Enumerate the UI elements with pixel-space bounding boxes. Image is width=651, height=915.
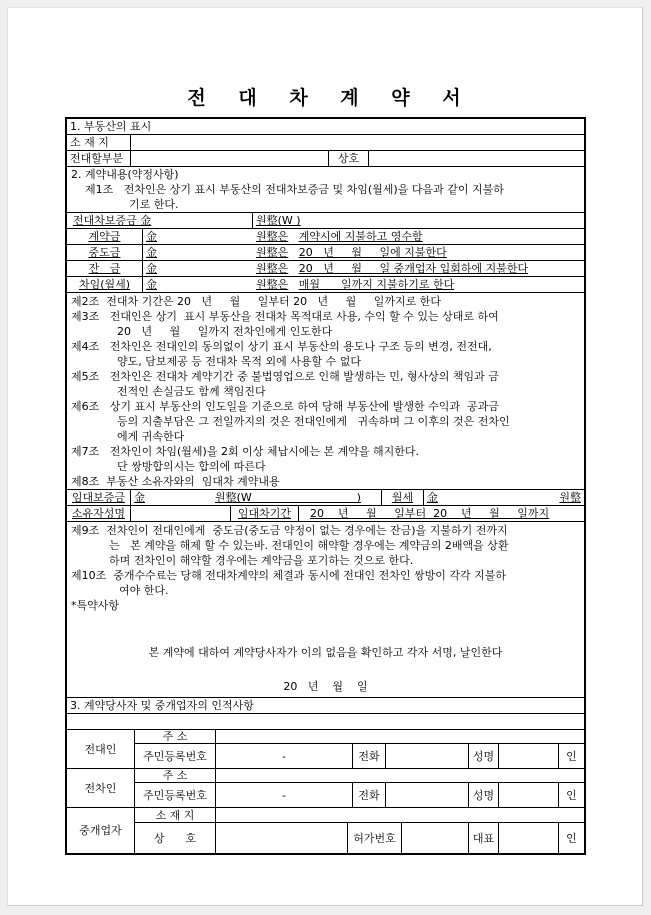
article4-line2: 양도, 담보제공 등 전대차 목적 외에 사용할 수 없다 xyxy=(117,355,361,368)
owner-name-field[interactable] xyxy=(131,506,231,521)
article2-line: 제2조 전대차 기간은 20 년 월 일부터 20 년 월 일까지로 한다 xyxy=(71,295,442,308)
deposit-label: 전대차보증금 金 xyxy=(67,213,253,228)
agent-location-field[interactable] xyxy=(216,808,584,822)
party-name: 중개업자 xyxy=(67,808,135,853)
contract-date: 20 년 월 일 xyxy=(283,680,368,693)
deposit-row xyxy=(67,213,584,229)
payment-amount[interactable]: 金 xyxy=(146,262,157,275)
section3-header-row xyxy=(67,698,584,714)
article4-line1: 제4조 전차인은 전대인의 동의없이 상기 표시 부동산의 용도나 구조 등의 변경, 전전대, xyxy=(71,340,492,353)
payment-amount[interactable]: 金 xyxy=(146,230,157,243)
name-field[interactable] xyxy=(499,783,559,807)
sublease-part-label: 전대할부분 xyxy=(67,151,131,166)
monthly-rent-field[interactable]: 金 원整 xyxy=(427,491,581,504)
article1-line2: 기로 한다. xyxy=(129,198,179,211)
trade-name-field[interactable] xyxy=(369,151,584,166)
article7-line2: 단 쌍방합의시는 합의에 따른다 xyxy=(117,460,266,473)
lease-deposit-row xyxy=(67,490,584,506)
payment-text: 원整은 20 년 월 일 중개업자 입회하에 지불한다 xyxy=(256,262,529,275)
lease-deposit-label: 임대보증금 xyxy=(67,490,131,505)
address-label: 주 소 xyxy=(135,730,216,743)
address-label: 주 소 xyxy=(135,769,216,782)
payment-amount[interactable]: 金 xyxy=(146,278,157,291)
party-sublessor xyxy=(67,730,584,769)
payment-label: 잔 금 xyxy=(67,261,143,276)
article7-line1: 제7조 전차인이 차임(월세)을 2회 이상 체납시에는 본 계약을 해지한다. xyxy=(71,445,419,458)
payment-text: 원整은 20 년 월 일에 지불한다 xyxy=(256,246,447,259)
payment-label: 계약금 xyxy=(67,229,143,244)
payment-text: 원整은 계약시에 지불하고 영수함 xyxy=(256,230,423,243)
section1-header-row xyxy=(67,119,584,135)
representative-label: 대표 xyxy=(469,823,499,853)
agent-trade-field[interactable] xyxy=(216,823,348,853)
rrn-field[interactable]: - xyxy=(216,783,353,807)
seal-label: 인 xyxy=(566,749,577,763)
license-label: 허가번호 xyxy=(348,823,402,853)
address-field[interactable] xyxy=(216,769,584,782)
payment-label: 중도금 xyxy=(67,245,143,260)
name-label: 성명 xyxy=(469,783,499,807)
payment-row-contract xyxy=(67,229,584,245)
phone-field[interactable] xyxy=(386,783,469,807)
contract-form xyxy=(65,117,586,855)
representative-field[interactable] xyxy=(499,823,559,853)
location-field[interactable] xyxy=(131,135,584,150)
deposit-won[interactable]: 원整(W ) xyxy=(256,214,301,227)
special-terms-label: *특약사항 xyxy=(71,599,120,612)
sublease-part-row xyxy=(67,151,584,167)
section1-header: 1. 부동산의 표시 xyxy=(70,120,152,133)
owner-name-label: 소유자성명 xyxy=(67,506,131,521)
article9-line2: 는 본 계약을 해제 할 수 있는바. 전대인이 해약할 경우에는 계약금의 2배액을 상환 xyxy=(109,539,509,552)
lease-owner-row xyxy=(67,506,584,522)
name-field[interactable] xyxy=(499,744,559,768)
section3-spacer-row xyxy=(67,714,584,730)
lease-period-label: 임대차기간 xyxy=(231,506,299,521)
trade-name-label: 상호 xyxy=(329,151,369,166)
lease-deposit-field[interactable]: 金 원整(W ) xyxy=(131,490,382,505)
section2-header: 2. 계약내용(약정사항) xyxy=(71,168,179,181)
phone-field[interactable] xyxy=(386,744,469,768)
agent-trade-label: 상 호 xyxy=(135,823,216,853)
rrn-field[interactable]: - xyxy=(216,744,353,768)
section2-block xyxy=(67,167,584,213)
payment-label: 차임(월세) xyxy=(67,277,143,292)
party-name: 전대인 xyxy=(67,730,135,768)
article10-line2: 여야 한다. xyxy=(119,584,169,597)
monthly-rent-label: 월세 xyxy=(382,490,424,505)
articles-block xyxy=(67,293,584,490)
lease-period-field[interactable]: 20 년 월 일부터 20 년 월 일까지 xyxy=(310,507,550,520)
party-sublessee xyxy=(67,769,584,808)
location-label: 소 재 지 xyxy=(67,135,131,150)
article5-line2: 전적인 손실금도 함께 책임진다 xyxy=(117,385,266,398)
article5-line1: 제5조 전차인은 전대차 계약기간 중 불법영업으로 인해 발생하는 민, 형사상의 책임과 금 xyxy=(71,370,499,383)
payment-amount[interactable]: 金 xyxy=(146,246,157,259)
terms-block xyxy=(67,522,584,698)
party-name: 전차인 xyxy=(67,769,135,807)
name-label: 성명 xyxy=(469,744,499,768)
article6-line1: 제6조 상기 표시 부동산의 인도일을 기준으로 하여 당해 부동산에 발생한 수익과 공과금 xyxy=(71,400,499,413)
payment-row-rent xyxy=(67,277,584,293)
article9-line1: 제9조 전차인이 전대인에게 중도금(중도금 약정이 없는 경우에는 잔금)을 지불하기 전까지 xyxy=(71,524,508,537)
seal-label: 인 xyxy=(566,788,577,802)
rrn-label: 주민등록번호 xyxy=(135,744,216,768)
agent-location-label: 소 재 지 xyxy=(135,808,216,822)
payment-text: 원整은 매월 일까지 지불하기로 한다 xyxy=(256,278,455,291)
article3-line2: 20 년 월 일까지 전차인에게 인도한다 xyxy=(117,325,333,338)
payment-row-interim xyxy=(67,245,584,261)
license-field[interactable] xyxy=(402,823,469,853)
article9-line3: 하며 전차인이 해약할 경우에는 계약금을 포기하는 것으로 한다. xyxy=(109,554,414,567)
party-agent xyxy=(67,808,584,853)
article6-line2: 등의 지출부담은 그 전일까지의 것은 전대인에게 귀속하며 그 이후의 것은 전차인 xyxy=(117,415,510,428)
section3-header: 3. 계약당사자 및 중개업자의 인적사항 xyxy=(70,699,254,712)
sublease-part-field[interactable] xyxy=(131,151,329,166)
seal-label: 인 xyxy=(566,831,577,845)
location-row xyxy=(67,135,584,151)
payment-row-balance xyxy=(67,261,584,277)
phone-label: 전화 xyxy=(353,744,386,768)
confirmation-text: 본 계약에 대하여 계약당사자가 이의 없음을 확인하고 각자 서명, 날인한다 xyxy=(148,646,503,659)
rrn-label: 주민등록번호 xyxy=(135,783,216,807)
document-title: 전 대 차 계 약 서 xyxy=(187,87,474,109)
article10-line1: 제10조 중개수수료는 당해 전대차계약의 체결과 동시에 전대인 전차인 쌍방이 각각 지불하 xyxy=(71,569,506,582)
address-field[interactable] xyxy=(216,730,584,743)
article8-line: 제8조 부동산 소유자와의 임대차 계약내용 xyxy=(71,475,280,488)
article3-line1: 제3조 전대인은 상기 표시 부동산을 전대차 목적대로 사용, 수익 할 수 있는 상태로 하여 xyxy=(71,310,499,323)
article6-line3: 에게 귀속한다 xyxy=(117,430,185,443)
article1-line1: 제1조 전차인은 상기 표시 부동산의 전대차보증금 및 차임(월세)을 다음과 같이 지불하 xyxy=(85,183,504,196)
phone-label: 전화 xyxy=(353,783,386,807)
